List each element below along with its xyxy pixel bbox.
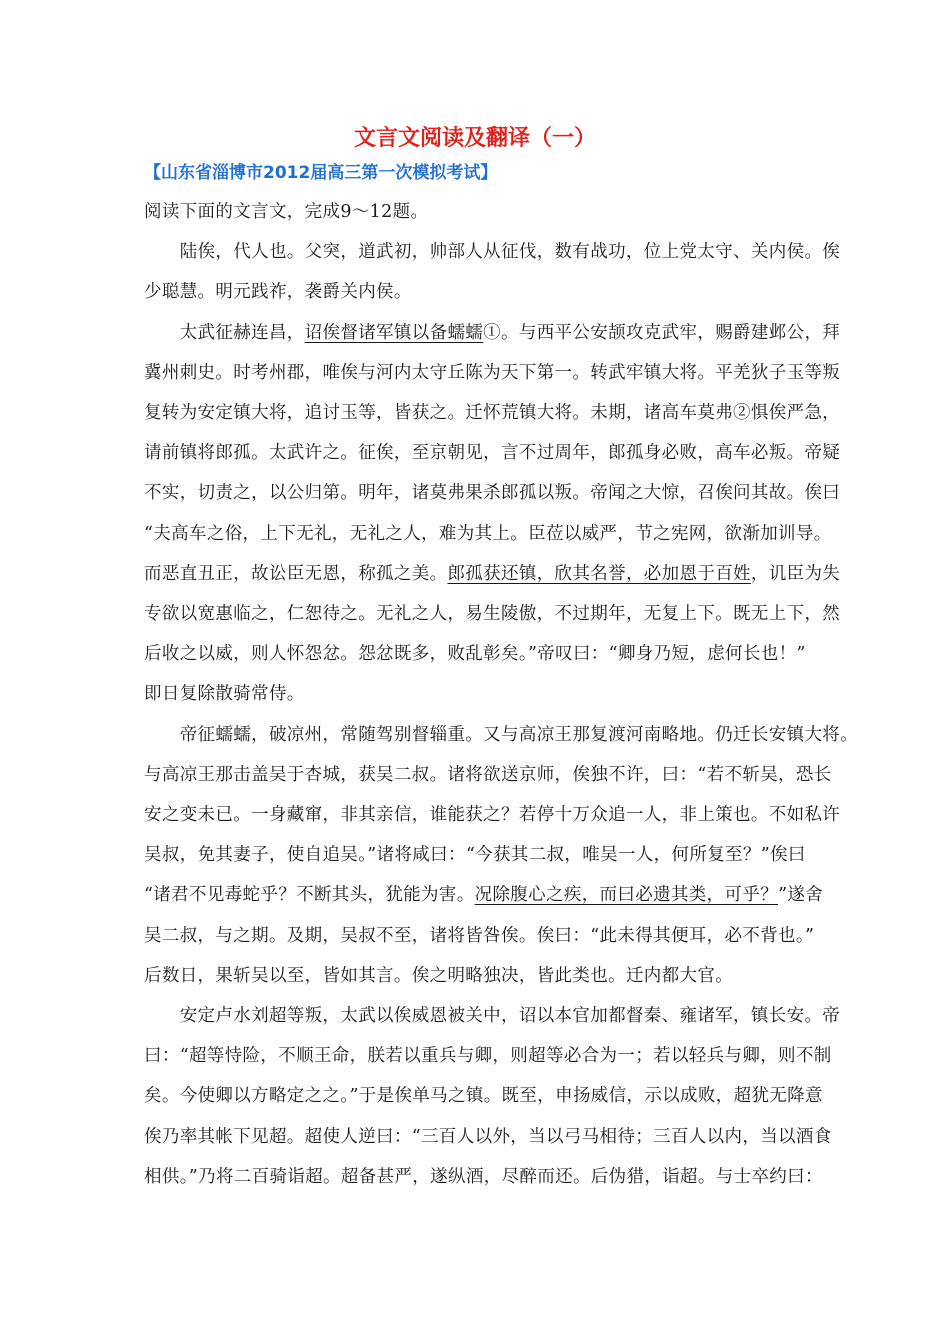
- text-line: [144, 441, 840, 465]
- text-line: [144, 803, 840, 827]
- text-segment: 专欲以宽惠临之，仁恕待之。无礼之人，易生陵傲，不过期年，无复上下。既无上下，然: [144, 604, 841, 624]
- text-line: [144, 1044, 832, 1068]
- text-segment: 吴二叔，与之期。及期，吴叔不至，诸将皆咎俟。俟曰：“此未得其便耳，必不背也。”: [144, 925, 815, 946]
- text-segment: 与高凉王那击盖吴于杏城，获吴二叔。诸将欲送京师，俟独不许，曰：“若不斩吴，恐长: [144, 764, 832, 785]
- text-line: [144, 562, 840, 586]
- text-line: [144, 723, 858, 747]
- text-segment: 请前镇将郎孤。太武许之。征俟，至京朝见，言不过周年，郎孤身必败，高车必叛。帝疑: [144, 443, 841, 464]
- text-line: [144, 361, 840, 385]
- text-line: [144, 1004, 840, 1028]
- source-heading: 【山东省淄博市2012届高三第一次模拟考试】: [144, 163, 498, 183]
- text-line: [144, 240, 840, 264]
- text-segment: 而恶直丑正，故讼臣无恩，称孤之美。: [144, 563, 448, 584]
- text-segment: 复转为安定镇大将，追讨玉等，皆获之。迁怀荒镇大将。未期，诸高车莫弗②惧俟严急，: [144, 403, 841, 423]
- text-line: [144, 522, 832, 546]
- text-line: [144, 481, 840, 505]
- text-line: [144, 200, 428, 224]
- text-segment: 帝征蠕蠕，破凉州，常随驾别督辎重。又与高凉王那复渡河南略地。仍迁长安镇大将。: [144, 724, 858, 745]
- text-line: [144, 843, 806, 867]
- text-segment: 即日复除散骑常侍。: [144, 684, 305, 705]
- text-segment: 吴叔，免其妻子，使自追吴。”诸将咸曰：“今获其二叔，唯吴一人，何所复至？”俟曰: [144, 845, 806, 866]
- text-segment: ，讥臣为失: [750, 563, 841, 584]
- page-title: 文言文阅读及翻译（一）: [353, 126, 596, 151]
- text-line: [144, 321, 840, 345]
- text-segment: 阅读下面的文言文，完成9～12题。: [144, 202, 429, 222]
- text-segment: 不实，切责之，以公归第。明年，诸莫弗果杀郎孤以叛。帝闻之大惊，召俟问其故。俟曰: [144, 483, 841, 504]
- text-line: [144, 763, 832, 787]
- text-segment: “诸君不见毒蛇乎？不断其头，犹能为害。: [144, 885, 475, 906]
- text-segment: 陆俟，代人也。父突，道武初，帅部人从征伐，数有战功，位上党太守、关内侯。俟: [144, 242, 841, 263]
- underlined-phrase: 况除腹心之疾，而曰必遗其类，可乎？: [474, 885, 779, 906]
- text-segment: ”遂舍: [778, 885, 824, 906]
- text-segment: “夫高车之俗，上下无礼，无礼之人，难为其上。臣莅以威严，节之宪网，欲渐加训导。: [144, 523, 832, 544]
- text-segment: ①。与西平公安颉攻克武牢，赐爵建邺公，拜: [483, 322, 841, 343]
- text-segment: 太武征赫连昌，: [144, 322, 305, 343]
- text-line: [144, 642, 806, 666]
- text-line: [144, 401, 840, 425]
- text-segment: 后数日，果斩吴以至，皆如其言。俟之明略独决，皆此类也。迁内都大官。: [144, 965, 734, 986]
- text-segment: 曰：“超等恃险，不顺王命，朕若以重兵与卿，则超等必合为一；若以轻兵与卿，则不制: [144, 1046, 832, 1067]
- underlined-phrase: 郎孤获还镇，欣其名誉，必加恩于百姓: [447, 563, 751, 584]
- text-line: [144, 883, 823, 907]
- text-line: [144, 682, 305, 706]
- text-line: [144, 1084, 823, 1108]
- text-segment: 冀州刺史。时考州郡，唯俟与河内太守丘陈为天下第一。转武牢镇大将。平羌狄子玉等叛: [144, 362, 841, 383]
- text-line: [144, 1125, 832, 1149]
- underlined-phrase: 诏俟督诸军镇以备蠕蠕: [304, 322, 484, 343]
- text-segment: 后收之以威，则人怀怨忿。怨忿既多，败乱彰矣。”帝叹曰：“卿身乃短，虑何长也！”: [144, 644, 806, 665]
- text-segment: 相供。”乃将二百骑诣超。超备甚严，遂纵酒，尽醉而还。后伪猎，诣超。与士卒约曰：: [144, 1166, 823, 1187]
- text-line: [144, 1165, 823, 1189]
- text-line: [144, 602, 840, 626]
- text-line: [144, 280, 412, 304]
- text-line: [144, 964, 733, 988]
- text-segment: 俟乃率其帐下见超。超使人逆曰：“三百人以外，当以弓马相待；三百人以内，当以酒食: [144, 1126, 832, 1147]
- text-segment: 安定卢水刘超等叛，太武以俟威恩被关中，诏以本官加都督秦、雍诸军，镇长安。帝: [144, 1006, 841, 1026]
- text-line: [144, 924, 814, 948]
- text-segment: 矣。今使卿以方略定之之。”于是俟单马之镇。既至，申扬威信，示以成败，超犹无降意: [144, 1086, 823, 1107]
- text-segment: 安之变未已。一身藏窜，非其亲信，谁能获之？若停十万众追一人，非上策也。不如私许: [144, 805, 841, 825]
- text-segment: 少聪慧。明元践祚，袭爵关内侯。: [144, 282, 412, 303]
